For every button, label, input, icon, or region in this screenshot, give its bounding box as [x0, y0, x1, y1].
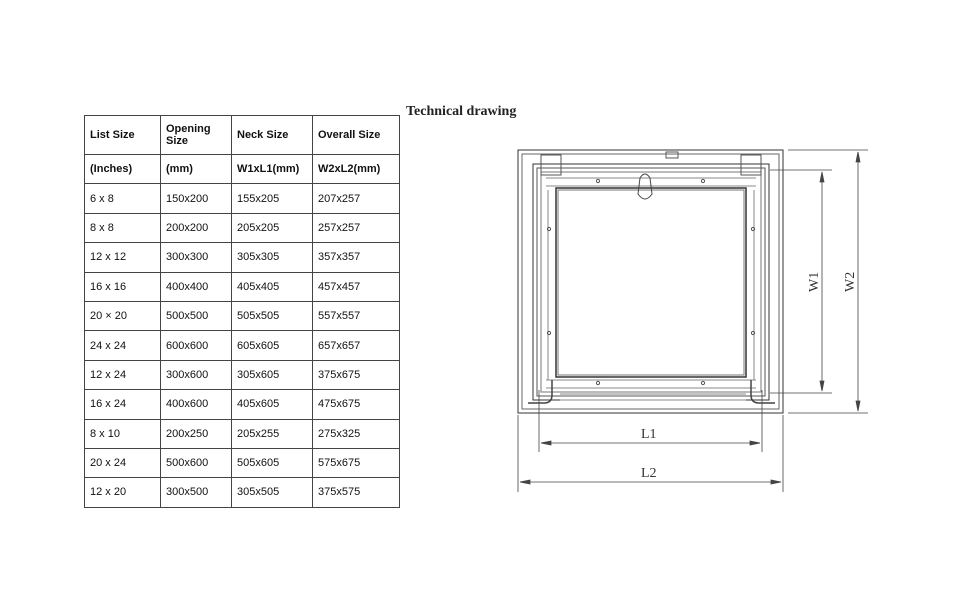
header-cell: Neck Size — [232, 116, 313, 155]
cell: 205x205 — [232, 213, 313, 242]
cell: 500x600 — [161, 448, 232, 477]
header-cell: Overall Size — [313, 116, 400, 155]
table-header-row — [85, 116, 400, 155]
cell: 150x200 — [161, 184, 232, 213]
cell: 305x505 — [232, 478, 313, 507]
cell: 20 x 24 — [85, 448, 161, 477]
unit-cell: W1xL1(mm) — [232, 155, 313, 184]
cell: 657x657 — [313, 331, 400, 360]
table-row — [85, 478, 400, 507]
cell: 557x557 — [313, 301, 400, 330]
cell: 300x600 — [161, 360, 232, 389]
cell: 305x305 — [232, 243, 313, 272]
cell: 357x357 — [313, 243, 400, 272]
dimension-label-w2: W2 — [843, 271, 858, 292]
cell: 405x605 — [232, 390, 313, 419]
cell: 12 x 20 — [85, 478, 161, 507]
table-row — [85, 184, 400, 213]
cell: 405x405 — [232, 272, 313, 301]
cell: 305x605 — [232, 360, 313, 389]
header-cell: List Size — [85, 116, 161, 155]
cell: 400x400 — [161, 272, 232, 301]
cell: 500x500 — [161, 301, 232, 330]
cell: 457x457 — [313, 272, 400, 301]
table-row — [85, 419, 400, 448]
cell: 200x250 — [161, 419, 232, 448]
cell: 20 × 20 — [85, 301, 161, 330]
cell: 605x605 — [232, 331, 313, 360]
cell: 200x200 — [161, 213, 232, 242]
cell: 207x257 — [313, 184, 400, 213]
size-spec-table — [84, 115, 400, 508]
cell: 8 x 10 — [85, 419, 161, 448]
drawing-title: Technical drawing — [406, 104, 517, 119]
table-row — [85, 272, 400, 301]
cell: 16 x 16 — [85, 272, 161, 301]
cell: 6 x 8 — [85, 184, 161, 213]
cell: 375x675 — [313, 360, 400, 389]
cell: 8 x 8 — [85, 213, 161, 242]
cell: 12 x 12 — [85, 243, 161, 272]
unit-cell: (mm) — [161, 155, 232, 184]
cell: 12 x 24 — [85, 360, 161, 389]
cell: 155x205 — [232, 184, 313, 213]
table-row — [85, 213, 400, 242]
table-unit-row — [85, 155, 400, 184]
unit-cell: (Inches) — [85, 155, 161, 184]
cell: 505x505 — [232, 301, 313, 330]
cell: 275x325 — [313, 419, 400, 448]
cell: 600x600 — [161, 331, 232, 360]
cell: 400x600 — [161, 390, 232, 419]
unit-cell: W2xL2(mm) — [313, 155, 400, 184]
cell: 375x575 — [313, 478, 400, 507]
table-row — [85, 331, 400, 360]
table-row — [85, 390, 400, 419]
cell: 257x257 — [313, 213, 400, 242]
table-row — [85, 301, 400, 330]
cell: 24 x 24 — [85, 331, 161, 360]
cell: 475x675 — [313, 390, 400, 419]
dimension-label-l1: L1 — [641, 427, 657, 442]
dimension-label-l2: L2 — [641, 466, 657, 481]
table-row — [85, 243, 400, 272]
access-panel-technical-drawing — [510, 140, 880, 500]
cell: 300x300 — [161, 243, 232, 272]
cell: 16 x 24 — [85, 390, 161, 419]
cell: 575x675 — [313, 448, 400, 477]
cell: 505x605 — [232, 448, 313, 477]
header-cell: Opening Size — [161, 116, 232, 155]
cell: 205x255 — [232, 419, 313, 448]
cell: 300x500 — [161, 478, 232, 507]
table-row — [85, 448, 400, 477]
table-row — [85, 360, 400, 389]
dimension-label-w1: W1 — [807, 271, 822, 292]
